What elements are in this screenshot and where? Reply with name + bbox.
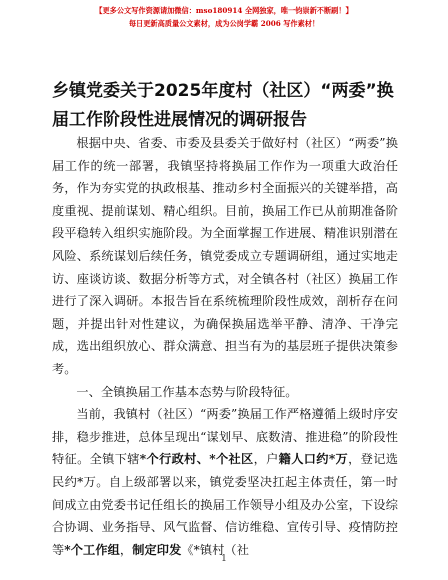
paragraph-intro: 根据中央、省委、市委及县委关于做好村（社区）“两委”换届工作的统一部署，我镇坚持将换届工作作为一项重大政治任务，作为夯实党的执政根基、推动乡村全面振兴的关键举措，高度重视、提前谋划、精心组织。目前，换届工作已从前期准备阶段平稳转入组织实施阶段。为全面掌握工作进展、精准识别潜在风险、系统谋划后续任务，镇党委成立专题调研组，通过实地走访、座谈访谈、数据分析等方式，对全镇各村（社区）换届工作进行了深入调研。本报告旨在系统梳理阶段性成效，剖析存在问题，并提出针对性建议，为确保换届选举平静、清净、干净完成，选出组织放心、群众满意、担当有为的基层班子提供决策参考。 <box>52 136 398 376</box>
section-heading-1: 一、全镇换届工作基本态势与阶段特征。 <box>76 384 298 399</box>
bold-text-run: *个行政村、*个社区 <box>139 452 254 467</box>
bold-text-run: 籍人口约*万 <box>278 452 349 467</box>
document-body <box>52 132 398 561</box>
promo-banner <box>0 5 448 29</box>
promo-banner-line1: 【更多公文写作资源请加微信：mso180914 全网独家，唯一钧崇新不断刷！】 <box>95 6 353 15</box>
text-run: 当前，我镇村（社区）“两委”换届工作严格遵循上级时序安排，稳步推进，总体呈现出“谋划早、底数清、推进稳”的阶段性特征。全镇下辖 <box>52 407 398 467</box>
text-run: ，登记选民约*万。自上级部署以来，镇党委坚决扛起主体责任，第一时间成立由党委书记任组长的换届工作领导小组及办公室，下设综合协调、业务指导、风气监督、信访维稳、宣传引导、疫情防控等 <box>52 452 399 557</box>
text-run: 《*镇村（社 <box>181 542 250 557</box>
bold-text-run: 制定印发 <box>132 542 182 557</box>
bold-text-run: *个工作组 <box>64 542 120 557</box>
promo-banner-line2: 每日更新高质量公文素材，成为公岗学霸 2006 写作素材！ <box>128 19 320 28</box>
document-title: 乡镇党委关于2025年度村（社区）“两委”换届工作阶段性进展情况的调研报告 <box>52 81 394 130</box>
text-run: ，户 <box>253 452 279 467</box>
paragraph-section-1 <box>52 403 398 561</box>
page-number: 1 <box>221 554 227 564</box>
text-run: ， <box>119 542 133 557</box>
